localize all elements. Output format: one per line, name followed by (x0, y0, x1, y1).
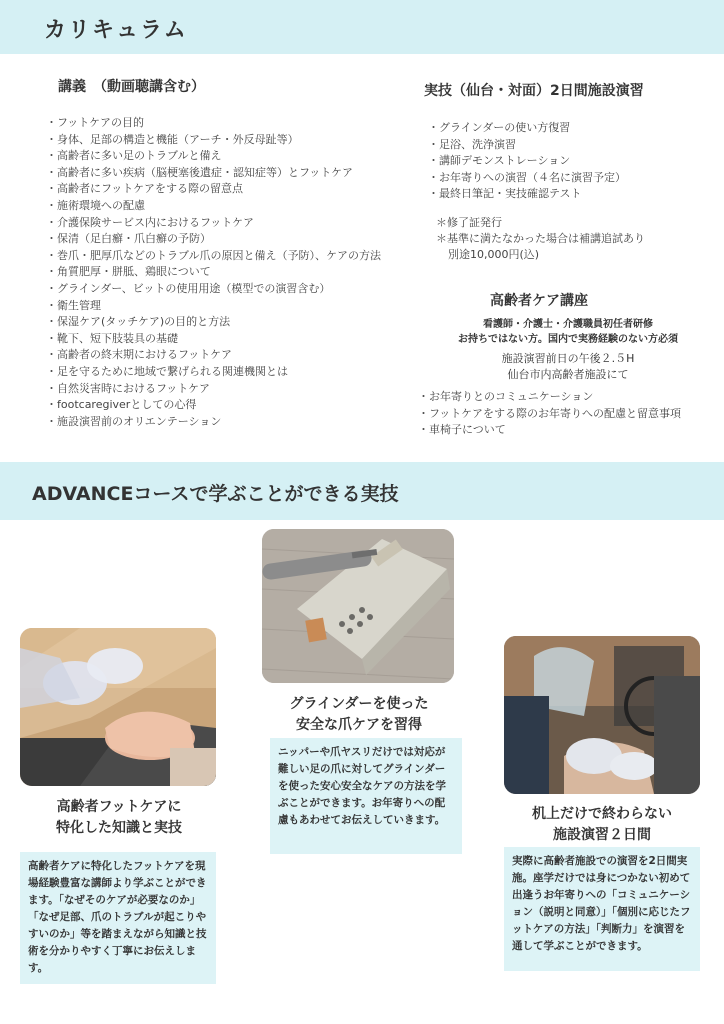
card-2-caption (254, 694, 464, 736)
list-item: ・ 衛生管理 (46, 298, 381, 315)
list-item: ・ 身体、足部の構造と機能（アーチ・外反母趾等） (46, 132, 381, 149)
list-item: ・ 高齢者に多い疾病（脳梗塞後遺症・認知症等）とフットケア (46, 165, 381, 182)
foot-care-photo (20, 628, 216, 786)
list-item: ・ footcaregiverとしての心得 (46, 397, 381, 414)
elderly-course-target-2: お持ちではない方。国内で実務経験のない方必須 (458, 334, 678, 345)
list-item: ・ 保清（足白癬・爪白癬の予防） (46, 231, 381, 248)
list-item: ・ 高齢者の終末期におけるフットケア (46, 347, 381, 364)
list-item: ・ フットケアをする際のお年寄りへの配慮と留意事項 (418, 406, 681, 423)
card-3-caption-line-1: 机上だけで終わらない (532, 806, 672, 822)
list-item: ・ フットケアの目的 (46, 115, 381, 132)
list-item: ・ 自然災害時におけるフットケア (46, 381, 381, 398)
list-item: ・ 保湿ケア(タッチケア)の目的と方法 (46, 314, 381, 331)
elderly-course-target-1: 看護師・介護士・介護職員初任者研修 (483, 319, 653, 330)
grinder-photo (262, 529, 454, 683)
retest-fee-note: 別途10,000円(込) (448, 248, 540, 261)
lecture-list (46, 115, 381, 430)
card-1-caption (14, 797, 224, 839)
list-item: ・ 足浴、洗浄演習 (428, 137, 626, 154)
facility-practice-photo (504, 636, 700, 794)
practice-heading: 実技（仙台・対面）2日間施設演習 (424, 83, 644, 99)
curriculum-header-band (0, 0, 724, 54)
list-item: ・ 最終日筆記・実技確認テスト (428, 186, 626, 203)
elderly-course-heading: 高齢者ケア講座 (490, 293, 588, 309)
card-3-description: 実際に高齢者施設での演習を2日間実施。座学だけでは身につかない初めて出逢うお年寄りへの「コミュニケーション（説明と同意）」「個別に応じたフットケアの方法」「判断力」を演習を通して学ぶことができます。 (504, 847, 700, 971)
list-item: ・ お年寄りとのコミュニケーション (418, 389, 681, 406)
list-item: ・ 靴下、短下肢装具の基礎 (46, 331, 381, 348)
card-2-caption-line-2: 安全な爪ケアを習得 (296, 717, 422, 733)
list-item: ・ 車椅子について (418, 422, 681, 439)
list-item: ・ 介護保険サービス内におけるフットケア (46, 215, 381, 232)
list-item: ・ お年寄りへの演習（４名に演習予定） (428, 170, 626, 187)
card-2-description: ニッパーや爪ヤスリだけでは対応が難しい足の爪に対してグラインダーを使った安心安全なケアの方法を学ぶことができます。お年寄りへの配慮もあわせてお伝えしていきます。 (270, 738, 462, 854)
elderly-course-schedule-2: 仙台市内高齢者施設にて (507, 368, 629, 381)
card-1-caption-line-2: 特化した知識と実技 (56, 820, 182, 836)
retest-note: ＊基準に満たなかった場合は補講追試あり (436, 232, 645, 245)
list-item: ・ グラインダーの使い方復習 (428, 120, 626, 137)
card-3-caption-line-2: 施設演習２日間 (553, 827, 651, 843)
list-item: ・ 角質肥厚・胼胝、鶏眼について (46, 264, 381, 281)
card-1-caption-line-1: 高齢者フットケアに (56, 799, 182, 815)
lecture-heading: 講義 （動画聴講含む） (58, 79, 205, 95)
list-item: ・ 足を守るために地域で繋げられる関連機関とは (46, 364, 381, 381)
list-item: ・ 施設演習前のオリエンテーション (46, 414, 381, 431)
practice-list (428, 120, 626, 203)
curriculum-title: カリキュラム (44, 18, 188, 43)
list-item: ・ グラインダー、ビットの使用用途（模型での演習含む） (46, 281, 381, 298)
advance-title: ADVANCEコースで学ぶことができる実技 (32, 483, 399, 505)
list-item: ・ 高齢者に多い足のトラブルと備え (46, 148, 381, 165)
list-item: ・ 巻爪・肥厚爪などのトラブル爪の原因と備え（予防）、ケアの方法 (46, 248, 381, 265)
card-1-description: 高齢者ケアに特化したフットケアを現場経験豊富な講師より学ぶことができます。「なぜそのケアが必要なのか」「なぜ足部、爪のトラブルが起こりやすいのか」等を踏まえながら知識と技術を分かりやすく丁寧にお伝えします。 (20, 852, 216, 984)
list-item: ・ 施術環境への配慮 (46, 198, 381, 215)
list-item: ・ 講師デモンストレーション (428, 153, 626, 170)
elderly-course-list (418, 389, 681, 439)
card-2-caption-line-1: グラインダーを使った (289, 696, 429, 712)
advance-header-band (0, 462, 724, 520)
elderly-course-schedule-1: 施設演習前日の午後２.５H (501, 352, 635, 365)
certificate-note: ＊修了証発行 (436, 216, 502, 229)
card-3-caption (497, 804, 707, 846)
list-item: ・ 高齢者にフットケアをする際の留意点 (46, 181, 381, 198)
